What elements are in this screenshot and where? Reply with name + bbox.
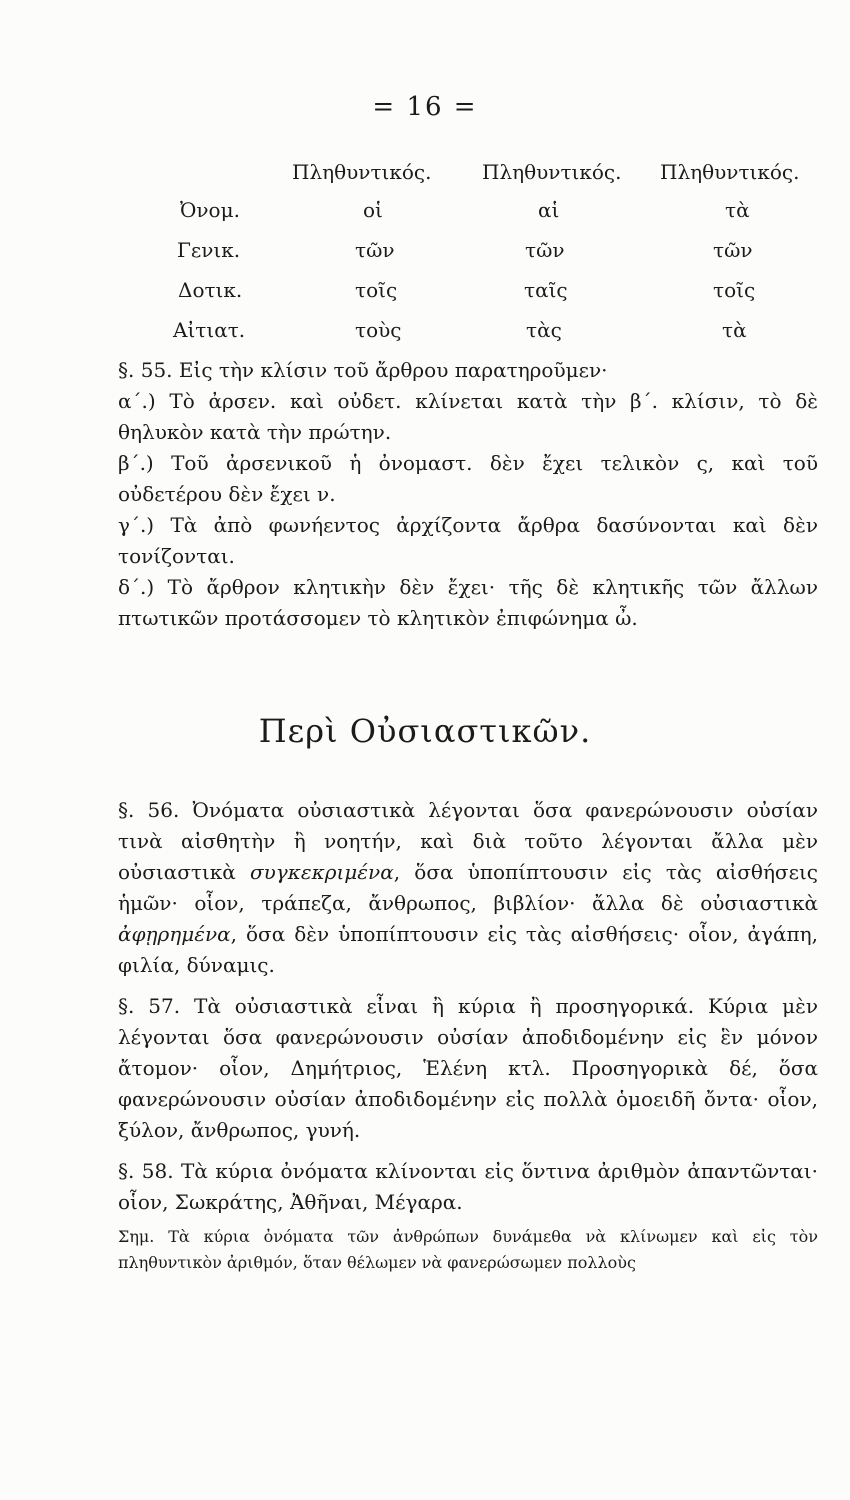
section-55-item-c: γ΄.) Τὰ ἀπὸ φωνήεντος ἀρχίζοντα ἄρθρα δασύνονται καὶ δὲν τονίζονται. xyxy=(118,513,818,568)
table-cell: τὰ xyxy=(725,198,750,222)
table-cell: τῶν xyxy=(355,238,395,262)
section-55-item-b: β΄.) Τοῦ ἀρσενικοῦ ἡ ὀνομαστ. δὲν ἔχει τελικὸν ς, καὶ τοῦ οὐδετέρου δὲν ἔχει ν. xyxy=(118,451,818,506)
section-56 xyxy=(118,795,818,981)
table-cell: τοῖς xyxy=(355,278,398,302)
page-number: = 16 = xyxy=(372,92,478,122)
column-header-masculine: Πληθυντικός. xyxy=(292,160,432,184)
term-concrete: συγκεκριμένα xyxy=(249,860,394,884)
section-56-text: §. 56. Ὀνόματα οὐσιαστικὰ λέγονται ὅσα φανερώνουσιν οὐσίαν τινὰ αἰσθητὴν ἢ νοητήν, καὶ διὰ τοῦτο λέγονται ἄλλα μὲν οὐσιαστικὰ xyxy=(118,798,818,884)
section-56-text: , ὅσα δὲν ὑποπίπτουσιν εἰς τὰς αἰσθήσεις· οἷον, ἀγάπη, φιλία, δύναμις. xyxy=(118,922,818,977)
case-label-accusative: Αἰτιατ. xyxy=(173,318,246,342)
section-56-text: , ὅσα ὑποπίπτουσιν εἰς τὰς αἰσθήσεις ἡμῶν· οἷον, τράπεζα, ἄνθρωπος, βιβλίον· ἄλλα δὲ οὐσιαστικὰ xyxy=(118,860,818,915)
case-label-nominative: Ὀνομ. xyxy=(180,198,240,222)
column-header-neuter: Πληθυντικός. xyxy=(660,160,800,184)
column-header-feminine: Πληθυντικός. xyxy=(482,160,622,184)
table-cell: τοὺς xyxy=(355,318,402,342)
section-55-intro: §. 55. Εἰς τὴν κλίσιν τοῦ ἄρθρου παρατηροῦμεν· xyxy=(118,358,608,382)
case-label-dative: Δοτικ. xyxy=(178,278,243,302)
body-sections xyxy=(118,795,818,1276)
table-cell: τὰς xyxy=(526,318,562,342)
table-cell: αἱ xyxy=(538,198,560,222)
table-cell: τὰ xyxy=(722,318,747,342)
section-55-item-d: δ΄.) Τὸ ἄρθρον κλητικὴν δὲν ἔχει· τῆς δὲ κλητικῆς τῶν ἄλλων πτωτικῶν προτάσσομεν τὸ κλητικὸν ἐπιφώνημα ὦ. xyxy=(118,575,818,630)
section-55-item-a: α΄.) Τὸ ἀρσεν. καὶ οὐδετ. κλίνεται κατὰ τὴν β΄. κλίσιν, τὸ δὲ θηλυκὸν κατὰ τὴν πρώτην. xyxy=(118,389,818,444)
table-cell: τῶν xyxy=(713,238,753,262)
note: Σημ. Τὰ κύρια ὀνόματα τῶν ἀνθρώπων δυνάμεθα νὰ κλίνωμεν καὶ εἰς τὸν πληθυντικὸν ἀριθμόν, ὅταν θέλωμεν νὰ φανερώσωμεν πολλοὺς xyxy=(118,1227,818,1272)
term-abstract: ἀφῃρημένα xyxy=(118,922,231,946)
case-label-genitive: Γενικ. xyxy=(177,238,241,262)
table-cell: τοῖς xyxy=(713,278,756,302)
table-cell: ταῖς xyxy=(524,278,568,302)
section-58: §. 58. Τὰ κύρια ὀνόματα κλίνονται εἰς ὅντινα ἀριθμὸν ἀπαντῶνται· οἷον, Σωκράτης, Ἀθῆναι, Μέγαρα. xyxy=(118,1159,818,1214)
section-heading: Περὶ Οὐσιαστικῶν. xyxy=(258,712,592,750)
section-57: §. 57. Τὰ οὐσιαστικὰ εἶναι ἢ κύρια ἢ προσηγορικά. Κύρια μὲν λέγονται ὅσα φανερώνουσιν οὐσίαν ἀποδιδομένην εἰς ἓν μόνον ἄτομον· οἷον, Δημήτριος, Ἑλένη κτλ. Προσηγορικὰ δέ, ὅσα φανερώνουσιν οὐσίαν ἀποδιδομένην εἰς πολλὰ ὁμοειδῆ ὄντα· οἷον, ξύλον, ἄνθρωπος, γυνή. xyxy=(118,994,818,1142)
table-cell: οἱ xyxy=(363,198,383,222)
table-cell: τῶν xyxy=(525,238,565,262)
section-55 xyxy=(118,355,818,634)
